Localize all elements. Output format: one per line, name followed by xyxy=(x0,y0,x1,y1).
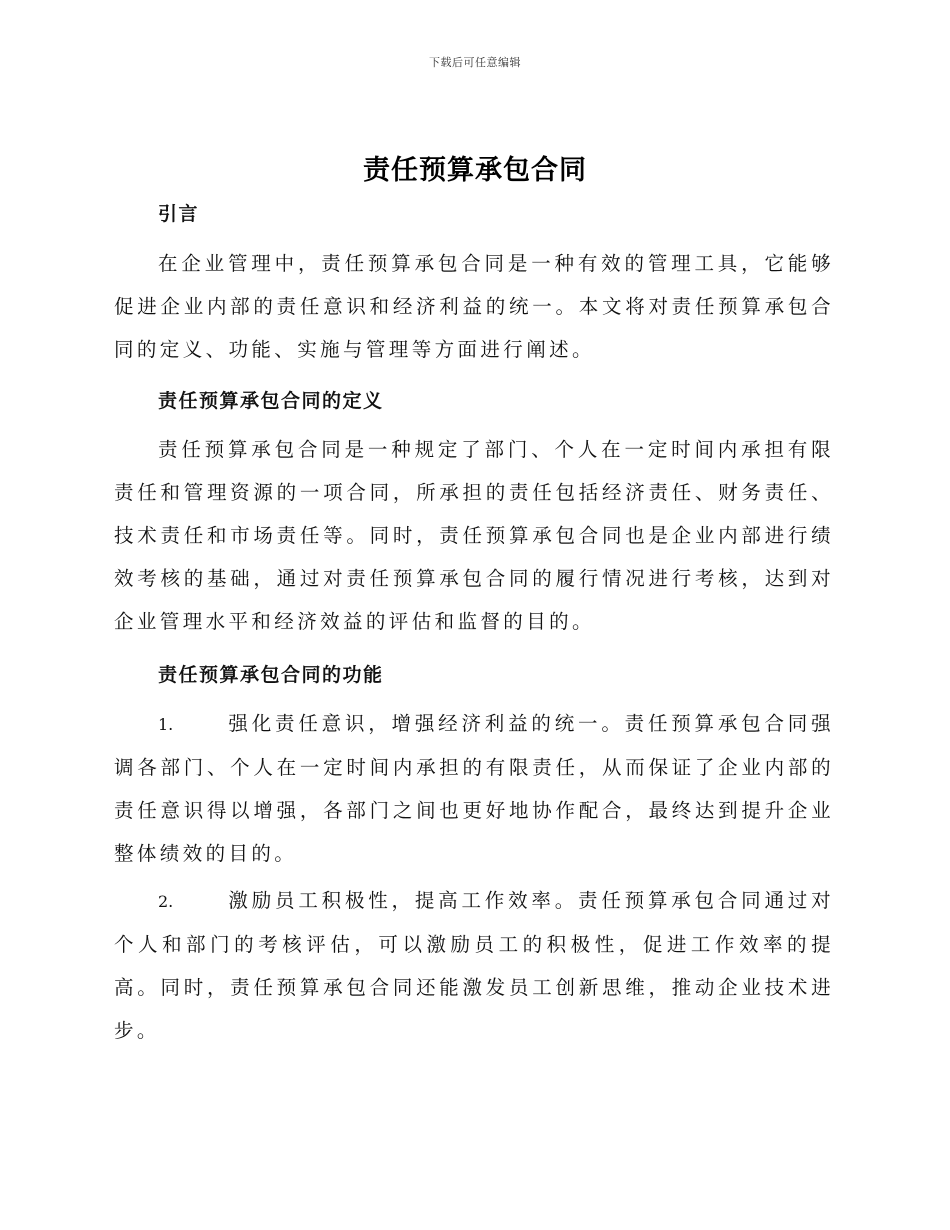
section-heading-introduction: 引言 xyxy=(158,203,200,225)
function-list-item-2 xyxy=(114,879,834,1052)
list-item-text: 强化责任意识，增强经济利益的统一。责任预算承包合同强调各部门、个人在一定时间内承担的有限责任，从而保证了企业内部的责任意识得以增强，各部门之间也更好地协作配合，最终达到提升企业整体绩效的目的。 xyxy=(114,712,834,865)
page-header-note: 下载后可任意编辑 xyxy=(429,56,521,69)
paragraph-introduction: 在企业管理中，责任预算承包合同是一种有效的管理工具，它能够促进企业内部的责任意识和经济利益的统一。本文将对责任预算承包合同的定义、功能、实施与管理等方面进行阐述。 xyxy=(114,252,834,361)
function-list-item-1 xyxy=(114,702,834,875)
list-number: 1. xyxy=(158,715,174,734)
document-title: 责任预算承包合同 xyxy=(363,155,587,186)
list-item-text: 激励员工积极性，提高工作效率。责任预算承包合同通过对个人和部门的考核评估，可以激励员工的积极性，促进工作效率的提高。同时，责任预算承包合同还能激发员工创新思维，推动企业技术进步。 xyxy=(114,889,834,1042)
section-heading-definition: 责任预算承包合同的定义 xyxy=(158,390,384,412)
section-heading-functions: 责任预算承包合同的功能 xyxy=(158,664,384,686)
list-number: 2. xyxy=(158,892,174,911)
paragraph-definition: 责任预算承包合同是一种规定了部门、个人在一定时间内承担有限责任和管理资源的一项合同，所承担的责任包括经济责任、财务责任、技术责任和市场责任等。同时，责任预算承包合同也是企业内部进行绩效考核的基础，通过对责任预算承包合同的履行情况进行考核，达到对企业管理水平和经济效益的评估和监督的目的。 xyxy=(114,438,834,633)
